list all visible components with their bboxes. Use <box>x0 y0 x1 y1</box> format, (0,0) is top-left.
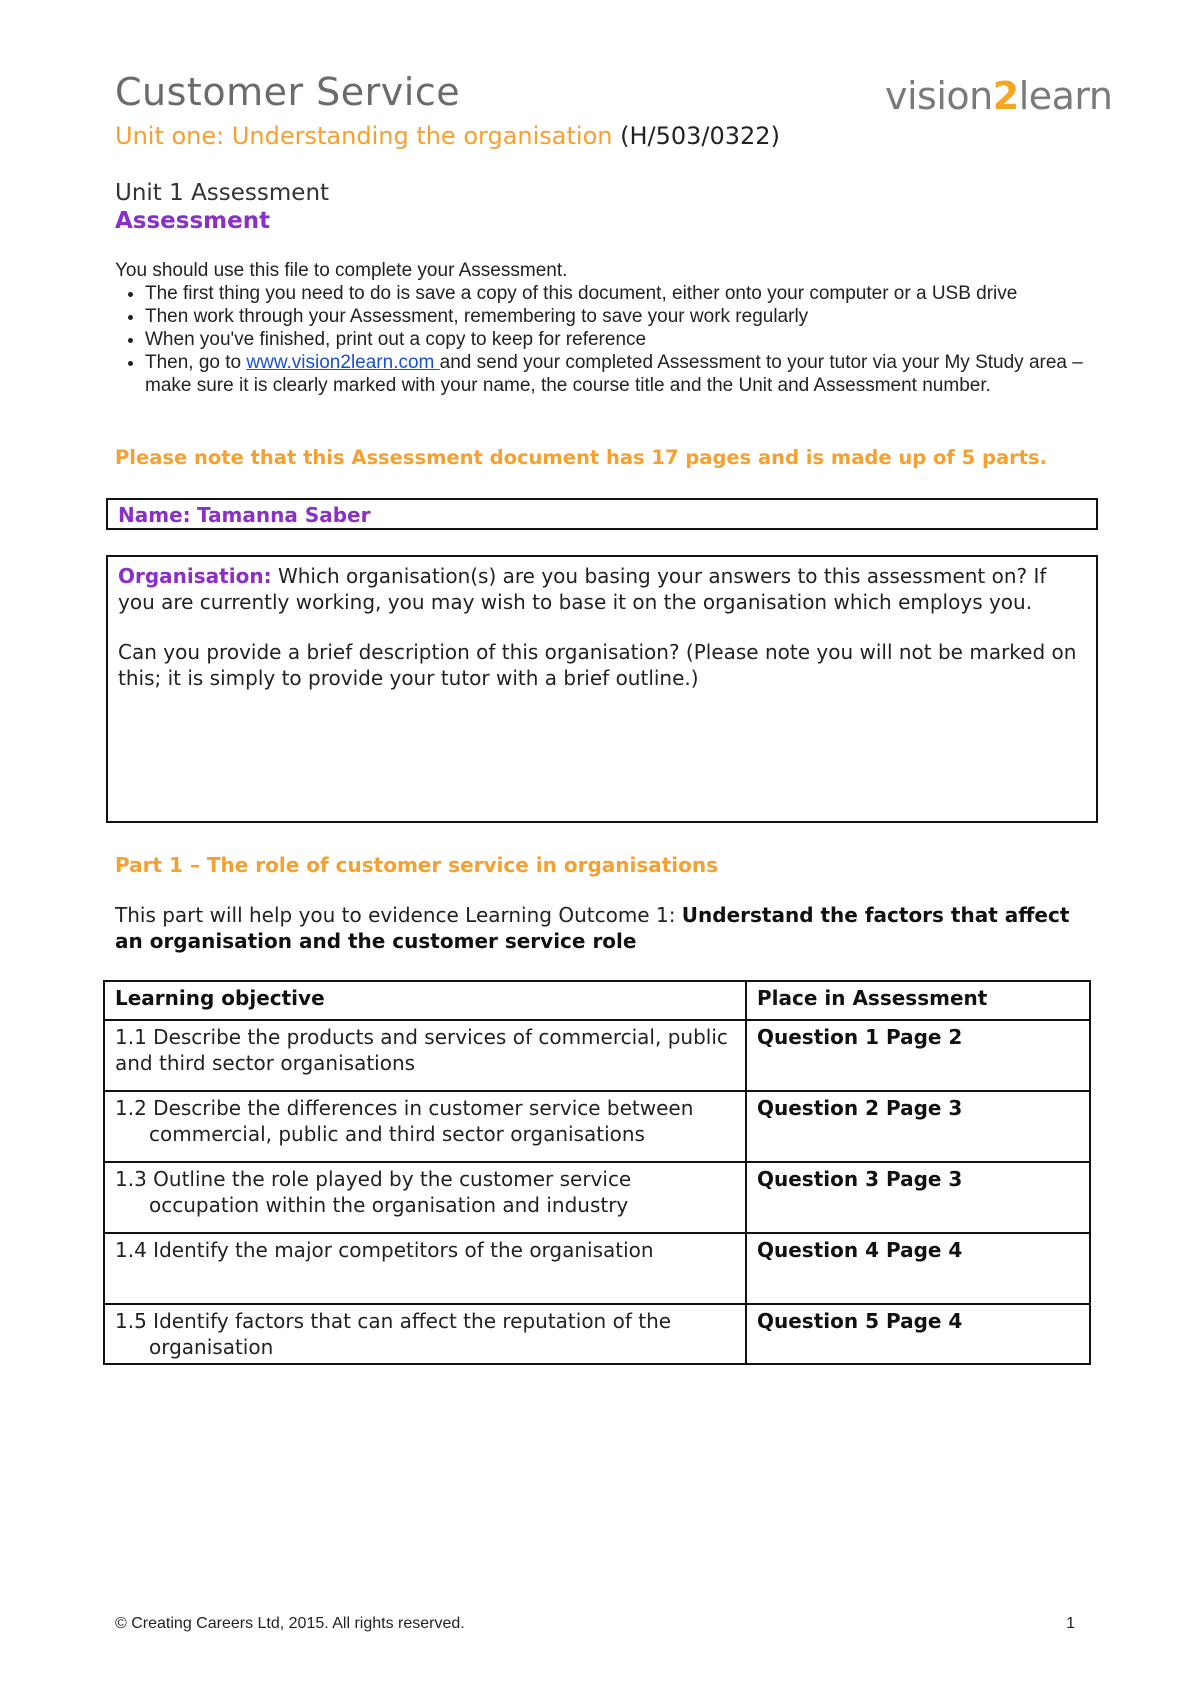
part1-title: Part 1 – The role of customer service in organisations <box>115 853 719 877</box>
organisation-label: Organisation: <box>118 564 272 588</box>
table-row <box>104 1233 1090 1304</box>
instruction-item <box>145 351 1095 397</box>
instruction-item: • When you've finished, print out a copy to keep for reference <box>145 328 1095 351</box>
logo-text-tail: learn <box>1018 74 1113 118</box>
place-cell: Question 1 Page 2 <box>746 1020 1090 1091</box>
objective-cell <box>104 1233 746 1304</box>
instructions-intro: You should use this file to complete your Assessment. <box>115 260 568 281</box>
instructions-list <box>115 282 1095 397</box>
page-footer <box>115 1615 1075 1633</box>
learning-outcome-title: Understand the factors that affect an organisation and the customer service role <box>115 903 1070 953</box>
column-header-place: Place in Assessment <box>746 981 1090 1020</box>
instruction-item: • Then work through your Assessment, remembering to save your work regularly <box>145 305 1095 328</box>
objective-cell <box>104 1020 746 1091</box>
place-cell: Question 5 Page 4 <box>746 1304 1090 1364</box>
learning-objectives-table <box>103 980 1091 1365</box>
column-header-objective: Learning objective <box>104 981 746 1020</box>
objective-cell <box>104 1091 746 1162</box>
table-header-row <box>104 981 1090 1020</box>
vision2learn-logo <box>885 74 1112 118</box>
instruction-text: and send your completed Assessment to your tutor via your My Study area – make sure it is clearly marked with your name, the course title and the Unit and Assessment number. <box>145 352 1083 396</box>
assessment-heading: Unit 1 Assessment <box>115 180 330 206</box>
objective-text: 1.2 Describe the differences in customer service between commercial, public and third sector organisations <box>115 1096 694 1146</box>
unit-title <box>115 122 780 150</box>
organisation-field[interactable] <box>106 555 1098 823</box>
unit-title-text: Unit one: Understanding the organisation <box>115 122 613 150</box>
vision2learn-link[interactable]: www.vision2learn.com <box>246 352 440 373</box>
logo-text-accent: 2 <box>992 74 1019 118</box>
place-cell: Question 3 Page 3 <box>746 1162 1090 1233</box>
objective-text: 1.1 Describe the products and services of commercial, public and third sector organisations <box>115 1025 728 1075</box>
instructions <box>115 259 1095 397</box>
assessment-subheading: Assessment <box>115 208 271 234</box>
table-row <box>104 1020 1090 1091</box>
objective-text: 1.5 Identify factors that can affect the reputation of the organisation <box>115 1309 672 1359</box>
name-label: Name: <box>118 503 191 527</box>
place-cell: Question 4 Page 4 <box>746 1233 1090 1304</box>
place-cell: Question 2 Page 3 <box>746 1091 1090 1162</box>
page-number: 1 <box>1066 1615 1075 1632</box>
page-count-note: Please note that this Assessment document has 17 pages and is made up of 5 parts. <box>115 446 1048 469</box>
table-row <box>104 1304 1090 1364</box>
learning-outcome <box>115 902 1095 954</box>
organisation-question <box>118 563 1086 615</box>
objective-text: 1.3 Outline the role played by the customer service occupation within the organisation and industry <box>115 1167 632 1217</box>
document-title: Customer Service <box>115 70 461 114</box>
objective-cell <box>104 1162 746 1233</box>
objective-text: 1.4 Identify the major competitors of the organisation <box>115 1238 654 1262</box>
table-row <box>104 1162 1090 1233</box>
objective-cell <box>104 1304 746 1364</box>
instruction-item: • The first thing you need to do is save a copy of this document, either onto your computer or a USB drive <box>145 282 1095 305</box>
organisation-question-text: Which organisation(s) are you basing your answers to this assessment on? If you are currently working, you may wish to base it on the organisation which employs you. <box>118 564 1047 614</box>
instruction-text: Then, go to <box>145 352 247 373</box>
table-row <box>104 1091 1090 1162</box>
copyright-text: © Creating Careers Ltd, 2015. All rights reserved. <box>115 1615 465 1632</box>
name-value: Tamanna Saber <box>197 503 371 527</box>
name-field[interactable] <box>106 498 1098 530</box>
organisation-description-question: Can you provide a brief description of this organisation? (Please note you will not be marked on this; it is simply to provide your tutor with a brief outline.) <box>118 640 1077 690</box>
learning-outcome-intro: This part will help you to evidence Learning Outcome 1: <box>115 903 682 927</box>
logo-text-main: vision <box>885 74 993 118</box>
unit-code: (H/503/0322) <box>620 122 780 150</box>
